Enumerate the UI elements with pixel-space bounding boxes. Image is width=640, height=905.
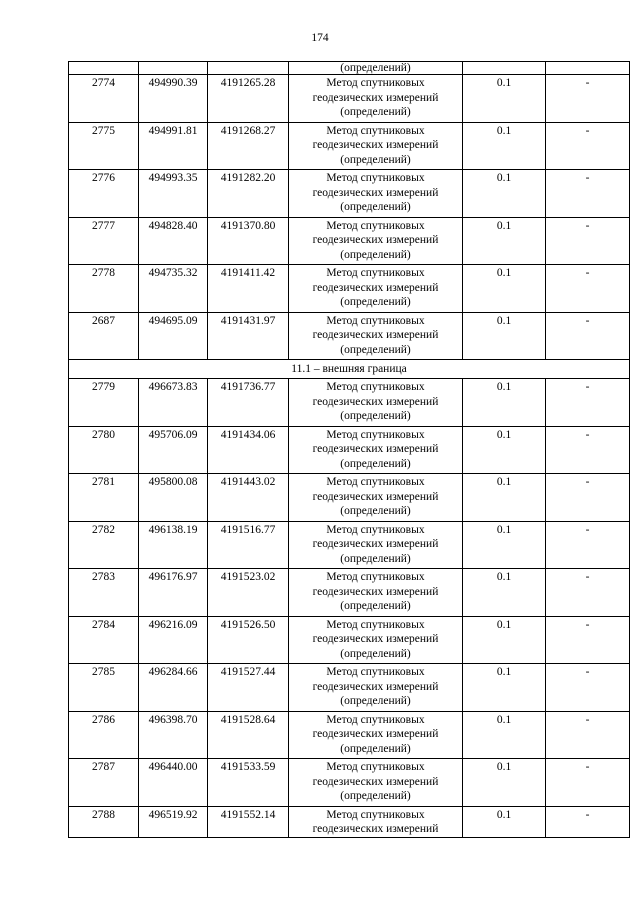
dash-value: -	[546, 426, 630, 474]
method-line: (определений)	[340, 790, 411, 802]
method-description	[289, 616, 463, 664]
method-line: геодезических измерений	[312, 443, 439, 455]
method-line: (определений)	[340, 201, 411, 213]
table-row	[69, 312, 630, 360]
method-line: Метод спутниковых	[326, 761, 425, 773]
method-description	[289, 217, 463, 265]
dash-value: -	[546, 217, 630, 265]
dash-value: -	[546, 711, 630, 759]
method-description	[289, 312, 463, 360]
coordinates-table	[68, 61, 630, 838]
coordinate-y: 4191431.97	[208, 312, 289, 360]
method-line: геодезических измерений	[312, 490, 439, 503]
point-number: 2776	[69, 170, 139, 218]
method-line: (определений)	[340, 742, 411, 755]
coordinate-x: 495706.09	[139, 426, 208, 474]
dash-value: -	[546, 759, 630, 807]
accuracy-value: 0.1	[463, 711, 546, 759]
cell-num	[69, 62, 139, 75]
coordinate-x: 494993.35	[139, 170, 208, 218]
method-description	[289, 711, 463, 759]
method-description	[289, 265, 463, 313]
method-line: геодезических измерений	[312, 585, 439, 598]
dash-value: -	[546, 170, 630, 218]
method-line: Метод спутниковых	[326, 381, 425, 393]
method-line: (определений)	[340, 600, 411, 612]
method-line: геодезических измерений	[312, 823, 439, 835]
method-line: (определений)	[340, 552, 411, 565]
method-line: геодезических измерений	[312, 728, 439, 740]
method-line: (определений)	[340, 410, 411, 422]
cell-accuracy	[463, 62, 546, 75]
coordinate-y: 4191533.59	[208, 759, 289, 807]
method-line: геодезических измерений	[312, 186, 439, 199]
coordinate-y: 4191523.02	[208, 569, 289, 617]
method-line: Метод спутниковых	[326, 314, 425, 327]
method-line: (определений)	[340, 106, 411, 118]
method-line: Метод спутниковых	[326, 172, 425, 184]
coordinate-x: 494991.81	[139, 122, 208, 170]
method-line: геодезических измерений	[312, 329, 439, 341]
method-line: (определений)	[340, 647, 411, 660]
point-number: 2788	[69, 806, 139, 837]
cell-y	[208, 62, 289, 75]
table-row	[69, 711, 630, 759]
method-description	[289, 170, 463, 218]
table-row	[69, 122, 630, 170]
coordinate-y: 4191411.42	[208, 265, 289, 313]
coordinate-x: 496284.66	[139, 664, 208, 712]
accuracy-value: 0.1	[463, 806, 546, 837]
method-line: (определений)	[340, 505, 411, 517]
method-description	[289, 426, 463, 474]
table-row	[69, 616, 630, 664]
accuracy-value: 0.1	[463, 616, 546, 664]
point-number: 2777	[69, 217, 139, 265]
point-number: 2779	[69, 379, 139, 427]
table-row	[69, 217, 630, 265]
coordinate-x: 496398.70	[139, 711, 208, 759]
coordinate-x: 496216.09	[139, 616, 208, 664]
method-line: геодезических измерений	[312, 234, 439, 246]
accuracy-value: 0.1	[463, 521, 546, 569]
accuracy-value: 0.1	[463, 265, 546, 313]
method-description	[289, 75, 463, 123]
coordinate-y: 4191282.20	[208, 170, 289, 218]
coordinates-table-body	[69, 62, 630, 838]
coordinate-x: 496176.97	[139, 569, 208, 617]
coordinate-x: 496519.92	[139, 806, 208, 837]
coordinate-x: 496440.00	[139, 759, 208, 807]
table-row	[69, 170, 630, 218]
coordinate-x: 494990.39	[139, 75, 208, 123]
accuracy-value: 0.1	[463, 426, 546, 474]
method-line: (определений)	[340, 695, 411, 707]
method-line: Метод спутниковых	[326, 523, 425, 536]
method-description	[289, 379, 463, 427]
coordinate-x: 494828.40	[139, 217, 208, 265]
point-number: 2785	[69, 664, 139, 712]
method-line: Метод спутниковых	[326, 219, 425, 232]
method-description	[289, 664, 463, 712]
dash-value: -	[546, 75, 630, 123]
table-row	[69, 806, 630, 837]
coordinate-y: 4191434.06	[208, 426, 289, 474]
method-line: Метод спутниковых	[326, 618, 425, 631]
table-row	[69, 426, 630, 474]
section-title: 11.1 – внешняя граница	[69, 360, 630, 379]
dash-value: -	[546, 122, 630, 170]
coordinate-x: 494735.32	[139, 265, 208, 313]
method-line: Метод спутниковых	[326, 476, 425, 488]
point-number: 2687	[69, 312, 139, 360]
dash-value: -	[546, 521, 630, 569]
method-line: Метод спутниковых	[326, 124, 425, 137]
method-line: Метод спутниковых	[326, 267, 425, 279]
method-line: (определений)	[340, 153, 411, 166]
method-line: геодезических измерений	[312, 680, 439, 693]
method-line: (определений)	[340, 457, 411, 470]
accuracy-value: 0.1	[463, 569, 546, 617]
point-number: 2784	[69, 616, 139, 664]
coordinate-y: 4191268.27	[208, 122, 289, 170]
cell-method: (определений)	[289, 62, 463, 75]
table-row	[69, 569, 630, 617]
table-row	[69, 759, 630, 807]
method-description	[289, 474, 463, 522]
coordinate-y: 4191265.28	[208, 75, 289, 123]
method-line: Метод спутниковых	[326, 77, 425, 89]
continuation-row	[69, 62, 630, 75]
accuracy-value: 0.1	[463, 664, 546, 712]
coordinate-y: 4191370.80	[208, 217, 289, 265]
coordinate-y: 4191528.64	[208, 711, 289, 759]
table-row	[69, 664, 630, 712]
method-description	[289, 569, 463, 617]
accuracy-value: 0.1	[463, 122, 546, 170]
dash-value: -	[546, 474, 630, 522]
dash-value: -	[546, 265, 630, 313]
method-line: геодезических измерений	[312, 538, 439, 550]
method-line: Метод спутниковых	[326, 428, 425, 441]
accuracy-value: 0.1	[463, 379, 546, 427]
point-number: 2778	[69, 265, 139, 313]
accuracy-value: 0.1	[463, 217, 546, 265]
point-number: 2786	[69, 711, 139, 759]
accuracy-value: 0.1	[463, 170, 546, 218]
dash-value: -	[546, 379, 630, 427]
cell-x	[139, 62, 208, 75]
table-row	[69, 379, 630, 427]
coordinate-y: 4191526.50	[208, 616, 289, 664]
dash-value: -	[546, 664, 630, 712]
method-description	[289, 806, 463, 837]
accuracy-value: 0.1	[463, 759, 546, 807]
method-line: (определений)	[340, 343, 411, 356]
method-line: геодезических измерений	[312, 633, 439, 645]
coordinate-y: 4191552.14	[208, 806, 289, 837]
coordinate-x: 495800.08	[139, 474, 208, 522]
method-line: (определений)	[340, 248, 411, 261]
accuracy-value: 0.1	[463, 474, 546, 522]
method-line: (определений)	[340, 296, 411, 308]
coordinate-y: 4191443.02	[208, 474, 289, 522]
point-number: 2780	[69, 426, 139, 474]
method-line: геодезических измерений	[312, 281, 439, 294]
point-number: 2782	[69, 521, 139, 569]
accuracy-value: 0.1	[463, 75, 546, 123]
dash-value: -	[546, 569, 630, 617]
method-description	[289, 759, 463, 807]
method-line: Метод спутниковых	[326, 713, 425, 726]
section-row	[69, 360, 630, 379]
dash-value: -	[546, 806, 630, 837]
point-number: 2781	[69, 474, 139, 522]
method-line: Метод спутниковых	[326, 571, 425, 583]
dash-value: -	[546, 616, 630, 664]
coordinate-y: 4191736.77	[208, 379, 289, 427]
table-row	[69, 265, 630, 313]
method-line: Метод спутниковых	[326, 808, 425, 821]
coordinate-y: 4191516.77	[208, 521, 289, 569]
cell-dash	[546, 62, 630, 75]
method-line: геодезических измерений	[312, 91, 439, 104]
coordinate-y: 4191527.44	[208, 664, 289, 712]
coordinate-x: 496673.83	[139, 379, 208, 427]
table-row	[69, 75, 630, 123]
coordinate-x: 494695.09	[139, 312, 208, 360]
method-description	[289, 521, 463, 569]
accuracy-value: 0.1	[463, 312, 546, 360]
method-line: Метод спутниковых	[326, 666, 425, 678]
point-number: 2774	[69, 75, 139, 123]
dash-value: -	[546, 312, 630, 360]
method-line: геодезических измерений	[312, 775, 439, 788]
method-description	[289, 122, 463, 170]
point-number: 2783	[69, 569, 139, 617]
table-row	[69, 474, 630, 522]
method-line: геодезических измерений	[312, 139, 439, 151]
coordinate-x: 496138.19	[139, 521, 208, 569]
point-number: 2775	[69, 122, 139, 170]
page-number: 174	[311, 32, 329, 44]
point-number: 2787	[69, 759, 139, 807]
method-line: геодезических измерений	[312, 395, 439, 408]
table-row	[69, 521, 630, 569]
